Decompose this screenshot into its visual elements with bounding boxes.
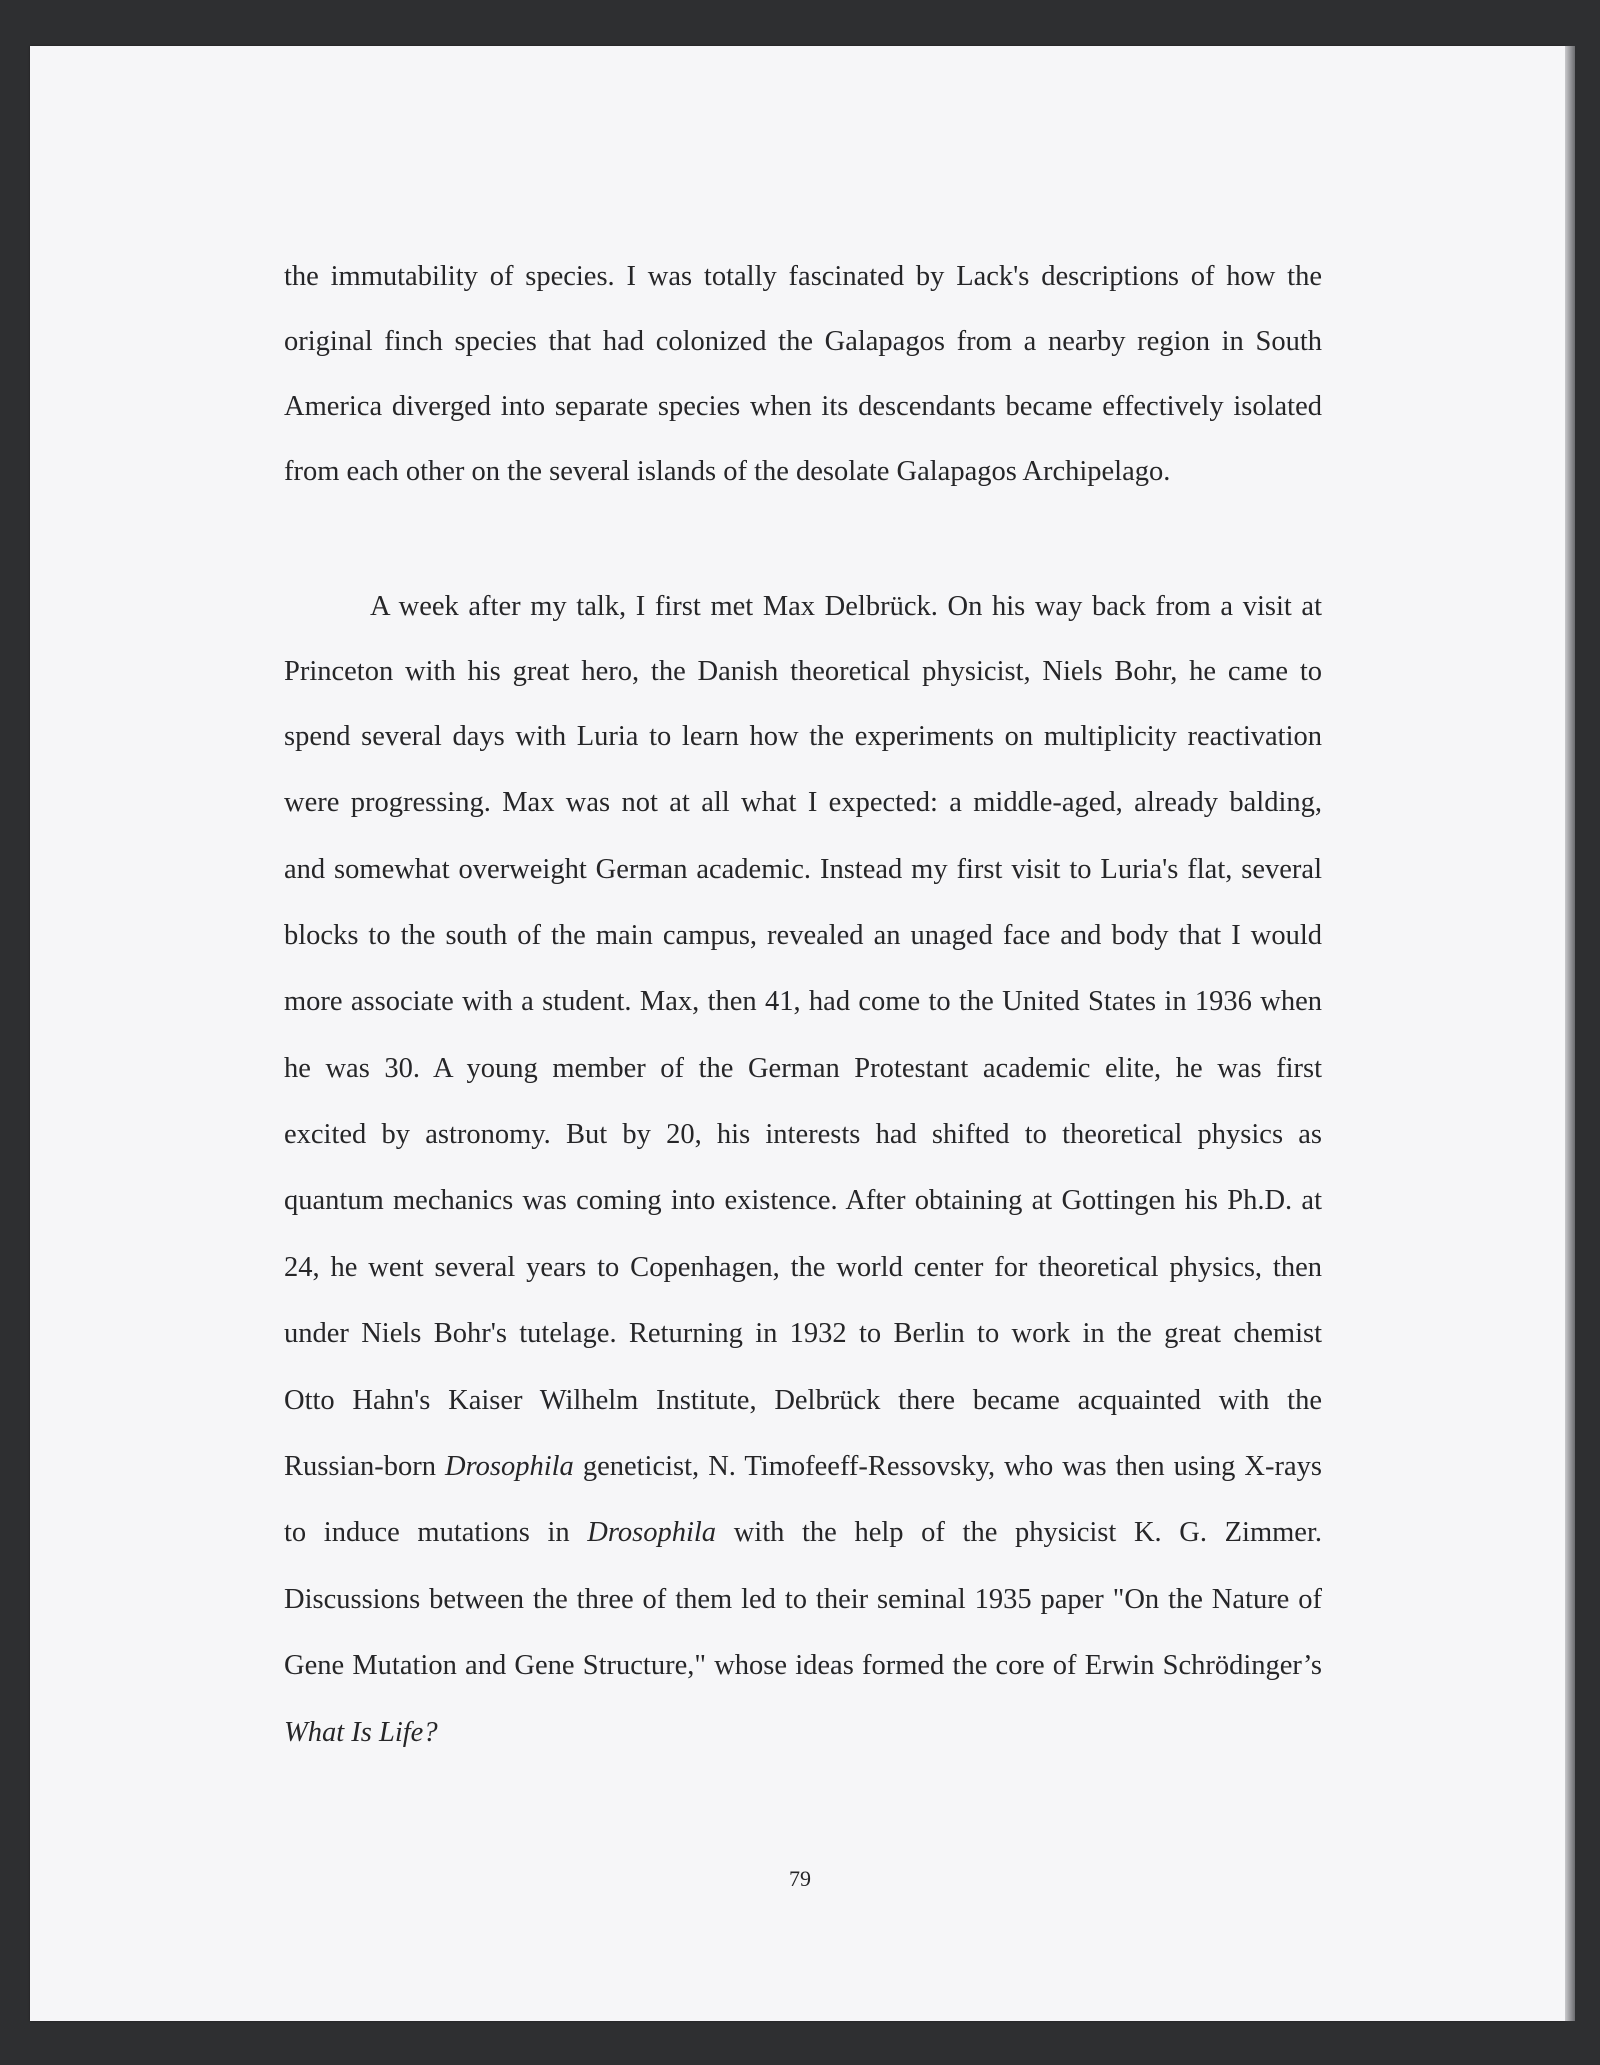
text-line: Otto Hahn's Kaiser Wilhelm Institute, Delbrück there became acquainted with the [284,1385,1322,1416]
text-line: America diverged into separate species when its descendants became effectively isolated [284,391,1322,422]
text-line: under Niels Bohr's tutelage. Returning in 1932 to Berlin to work in the great chemist [284,1318,1322,1349]
text-line: to induce mutations in Drosophila with the help of the physicist K. G. Zimmer. [284,1517,1322,1548]
text-line: from each other on the several islands of the desolate Galapagos Archipelago. [284,456,1171,487]
text-line: blocks to the south of the main campus, revealed an unaged face and body that I would [284,920,1322,951]
text-line: Discussions between the three of them led to their seminal 1935 paper "On the Nature of [284,1584,1322,1615]
page-number: 79 [789,1866,811,1891]
page-edge-shadow [1565,46,1575,2021]
text-line [284,1713,1322,1753]
italic-term: Drosophila [587,1517,717,1548]
text-line: original finch species that had colonized the Galapagos from a nearby region in South [284,326,1322,357]
text-line: were progressing. Max was not at all what I expected: a middle-aged, already balding, [284,787,1322,818]
text-line: spend several days with Luria to learn how the experiments on multiplicity reactivation [284,721,1322,752]
text-line: he was 30. A young member of the German Protestant academic elite, he was first [284,1053,1322,1084]
text-line: excited by astronomy. But by 20, his interests had shifted to theoretical physics as [284,1119,1322,1150]
text-line: A week after my talk, I first met Max Delbrück. On his way back from a visit at [370,591,1322,622]
text-line: 24, he went several years to Copenhagen, the world center for theoretical physics, then [284,1252,1322,1283]
text-line: Princeton with his great hero, the Danish theoretical physicist, Niels Bohr, he came to [284,656,1322,687]
text-line: quantum mechanics was coming into existence. After obtaining at Gottingen his Ph.D. at [284,1185,1322,1216]
italic-term: Drosophila [445,1451,574,1482]
text-line: more associate with a student. Max, then 41, had come to the United States in 1936 when [284,986,1322,1017]
text-line: and somewhat overweight German academic. Instead my first visit to Luria's flat, several [284,854,1322,885]
book-title: What Is Life? [284,1717,438,1748]
text-line: the immutability of species. I was totally fascinated by Lack's descriptions of how the [284,261,1322,292]
text-line: Gene Mutation and Gene Structure," whose ideas formed the core of Erwin Schrödinger’s [284,1650,1322,1681]
text-line: Russian-born Drosophila geneticist, N. Timofeeff-Ressovsky, who was then using X-rays [284,1451,1322,1482]
